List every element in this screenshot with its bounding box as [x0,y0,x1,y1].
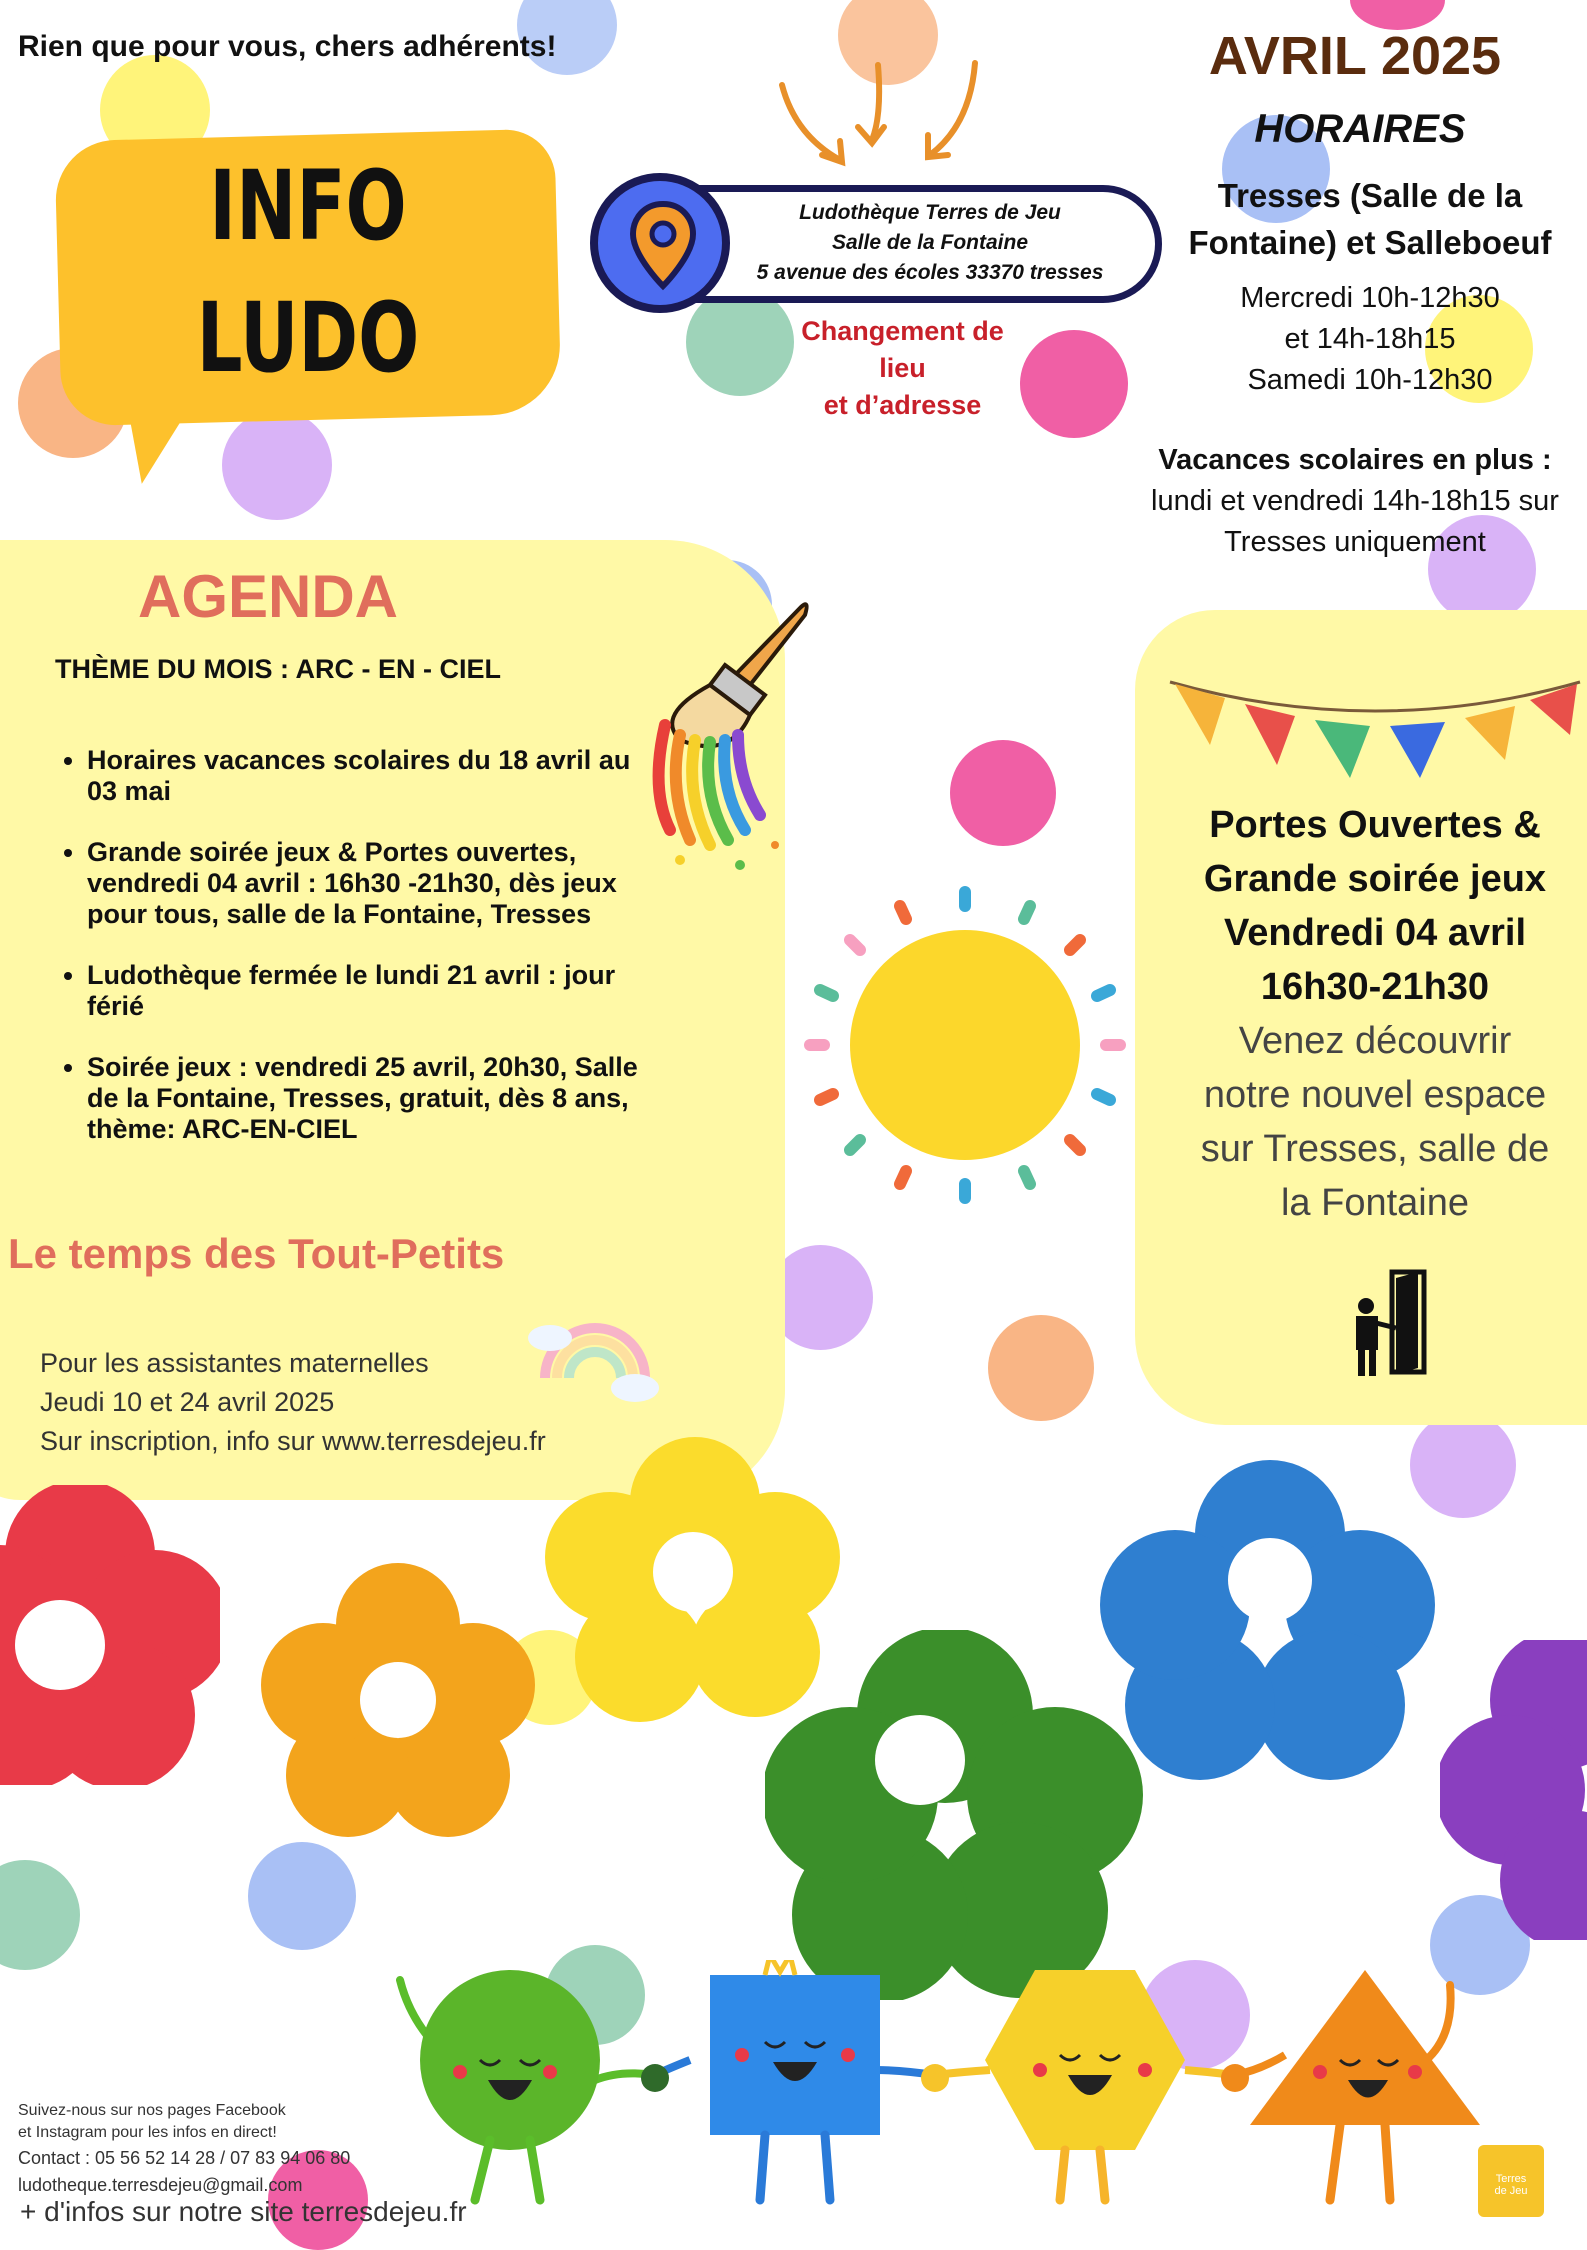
theme-of-month: THÈME DU MOIS : ARC - EN - CIEL [55,654,501,684]
toddlers-details: Pour les assistantes maternelles Jeudi 10 et 24 avril 2025 Sur inscription, info sur www.terresdejeu.fr [40,1348,546,1456]
purple-flower-icon [1440,1640,1587,1940]
footer-social: Suivez-nous sur nos pages Facebook et Instagram pour les infos en direct! [18,2102,286,2141]
hours-place: Tresses (Salle de la Fontaine) et Salleboeuf [1188,177,1552,261]
green-flower-icon [765,1630,1155,2000]
month-title: AVRIL 2025 [1208,26,1502,86]
tagline: Rien que pour vous, chers adhérents! [18,30,557,63]
rainbow-cloud-icon [525,1298,665,1408]
agenda-list [45,745,662,1175]
agenda-item: • Soirée jeux : vendredi 25 avril, 20h30, Salle de la Fontaine, Tresses, gratuit, dès 8 ans, thème: ARC-EN-CIEL [87,1052,662,1145]
agenda-title: AGENDA [138,563,399,630]
holiday-hours: Vacances scolaires en plus : lundi et vendredi 14h-18h15 sur Tresses uniquement [1151,444,1559,558]
door-icon [1352,1268,1430,1380]
sun-icon [790,870,1140,1220]
info-ludo-title: INFO LUDO [196,150,420,394]
email-link[interactable]: ludotheque.terresdejeu@gmail.com [18,2175,303,2195]
location-change-notice: Changement de lieu et d’adresse [801,316,1004,420]
website-link[interactable]: + d'infos sur notre site terresdejeu.fr [20,2196,467,2227]
address-text: Ludothèque Terres de Jeu Salle de la Fontaine 5 avenue des écoles 33370 tresses [756,201,1104,284]
agenda-item: • Horaires vacances scolaires du 18 avril au 03 mai [87,745,662,807]
open-house-description: Venez découvrir notre nouvel espace sur Tresses, salle de la Fontaine [1200,1020,1550,1224]
orange-flower-icon [258,1560,543,1850]
arrows-icon [770,55,990,170]
footer-contact: Contact : 05 56 52 14 28 / 07 83 94 06 80 ludotheque.terresdejeu@gmail.com [18,2145,350,2199]
rainbow-paintbrush-icon [610,590,820,880]
toddlers-title: Le temps des Tout-Petits [8,1230,505,1277]
hours-heading: HORAIRES [1254,107,1466,151]
location-pin-icon [628,198,698,293]
agenda-item: • Grande soirée jeux & Portes ouvertes, vendredi 04 avril : 16h30 -21h30, dès jeux pour tous, salle de la Fontaine, Tresses [87,837,662,930]
open-house-title: Portes Ouvertes & Grande soirée jeux Vendredi 04 avril 16h30-21h30 [1203,804,1547,1008]
agenda-item: • Ludothèque fermée le lundi 21 avril : jour férié [87,960,662,1022]
red-flower-icon [0,1485,220,1785]
shape-characters-illustration [380,1960,1490,2210]
hours-slots: Mercredi 10h-12h30 et 14h-18h15 Samedi 10h-12h30 [1240,282,1500,396]
terres-de-jeu-logo: Terres de Jeu [1478,2145,1544,2217]
bunting-icon [1165,670,1585,790]
